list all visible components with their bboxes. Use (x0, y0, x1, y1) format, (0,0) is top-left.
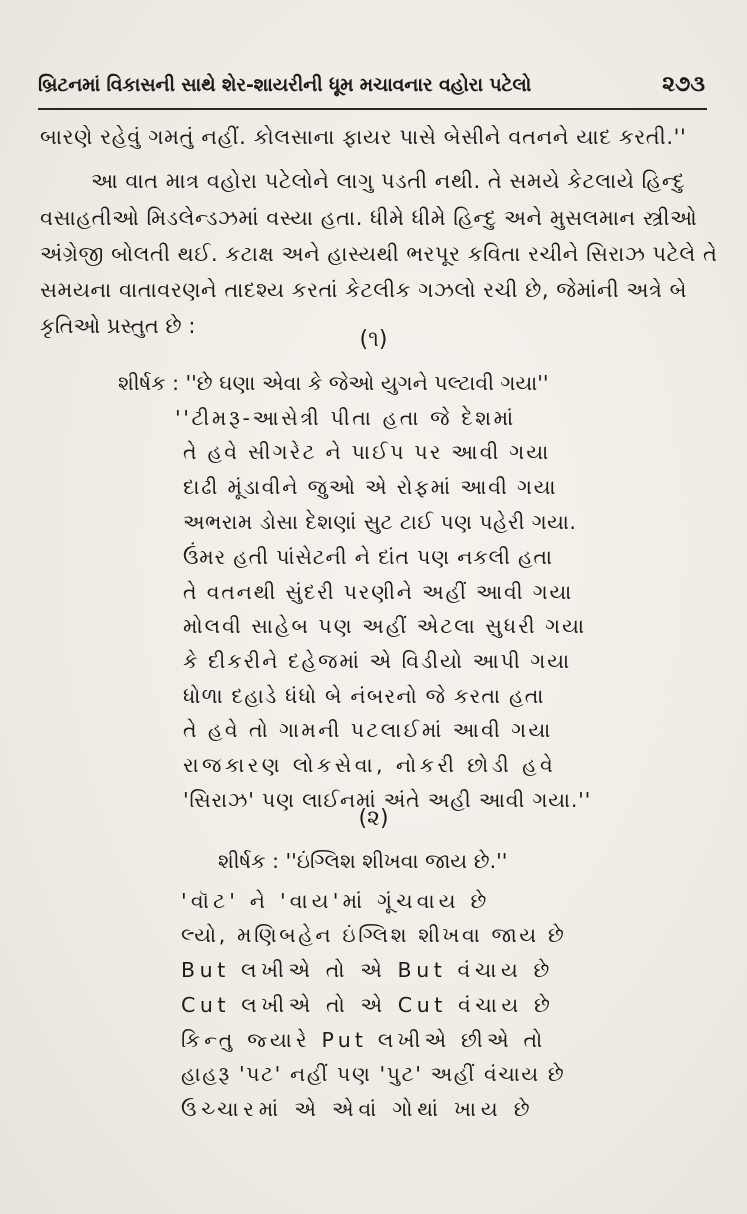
paragraph-line: આ વાત માત્ર વહોરા પટેલોને લાગુ પડતી નથી. તે સમયે કેટલાયે હિન્દુ (91, 169, 686, 193)
poem-line: ધોળા દહાડે ધંધો બે નંબરનો જે કરતા હતા (183, 684, 545, 708)
page-number: ૨૭૩ (662, 72, 705, 97)
poem-line: અભરામ ડોસા દેશણાં સુટ ટાઈ પણ પહેરી ગયા. (183, 510, 577, 534)
poem-line: હાહરૂ 'પટ' નહીં પણ 'પુટ' અહીં વંચાય છે (181, 1062, 566, 1086)
running-title: બ્રિટનમાં વિકાસની સાથે શેર-શાયરીની ધૂમ મચાવનાર વહોરા પટેલો (38, 74, 532, 96)
quote-end-line: બારણે રહેવું ગમતું નહીં. કોલસાના ફાયર પાસે બેસીને વતનને યાદ કરતી.'' (40, 125, 687, 149)
poem-line: તે વતનથી સુંદરી પરણીને અહીં આવી ગયા (183, 580, 574, 604)
poem-line: ''ટીમરૂ-આસેત્રી પીતા હતા જે દેશમાં (175, 406, 516, 430)
poem-number: (૨) (358, 806, 389, 831)
poem-line: But લખીએ તો એ But વંચાય છે (181, 958, 554, 982)
poem-line: ઉચ્ચારમાં એ એવાં ગોથાં ખાય છે (181, 1097, 535, 1121)
paragraph-line: વસાહતીઓ મિડલેન્ડઝમાં વસ્યા હતા. ધીમે ધીમે હિન્દુ અને મુસલમાન સ્ત્રીઓ (40, 206, 698, 230)
paragraph-line: સમયના વાતાવરણને તાદશ્ય કરતાં કેટલીક ગઝલો રચી છે, જેમાંની અત્રે બે (40, 278, 687, 302)
poem-line: તે હવે સીગરેટ ને પાઈપ પર આવી ગયા (183, 440, 551, 464)
poem-line: 'સિરાઝ' પણ લાઈનમાં અંતે અહી આવી ગયા.'' (183, 788, 592, 812)
poem-line: રાજકારણ લોકસેવા, નોકરી છોડી હવે (183, 753, 557, 777)
poem-line: મોલવી સાહેબ પણ અહીં એટલા સુધરી ગયા (183, 614, 586, 638)
paragraph-line: અંગ્રેજી બોલતી થઈ. કટાક્ષ અને હાસ્યથી ભરપૂર કવિતા રચીને સિરાઝ પટેલે તે (40, 242, 718, 266)
paragraph-line: કૃતિઓ પ્રસ્તુત છે : (40, 314, 196, 338)
poem-title: શીર્ષક : ''ઇંગ્લિશ શીખવા જાય છે.'' (218, 849, 508, 873)
poem-line: દાઢી મૂંડાવીને જુઓ એ રોફમાં આવી ગયા (183, 475, 558, 499)
poem-line: કે દીકરીને દહેજમાં એ વિડીયો આપી ગયા (183, 649, 572, 673)
page-header (38, 68, 707, 110)
poem-line: લ્યો, મણિબહેન ઇંગ્લિશ શીખવા જાય છે (181, 923, 567, 947)
poem-line: 'વૉટ' ને 'વાય'માં ગૂંચવાય છે (181, 889, 491, 913)
poem-title: શીર્ષક : ''છે ઘણા એવા કે જેઓ યુગને પલ્ટાવી ગયા'' (118, 371, 549, 395)
poem-line: તે હવે તો ગામની પટલાઈમાં આવી ગયા (183, 718, 553, 742)
poem-line: Cut લખીએ તો એ Cut વંચાય છે (181, 993, 555, 1017)
poem-number: (૧) (359, 327, 388, 352)
poem-line: કિન્તુ જ્યારે Put લખીએ છીએ તો (181, 1028, 547, 1052)
poem-line: ઉંમર હતી પાંસેટની ને દાંત પણ નકલી હતા (183, 545, 553, 569)
